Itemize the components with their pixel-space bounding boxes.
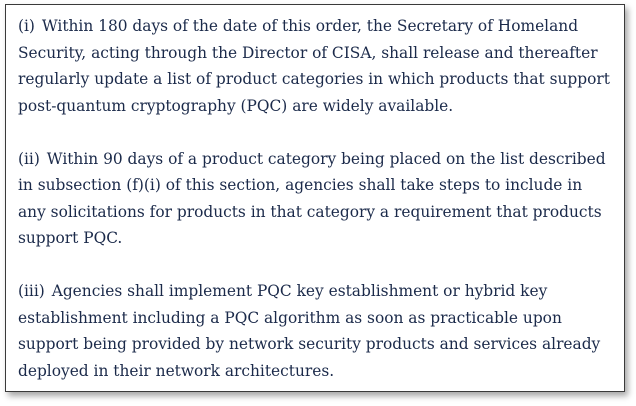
document-excerpt-frame (5, 4, 625, 392)
paragraph-text: Agencies shall implement PQC key establishment or hybrid key establishment including a PQC algorithm as soon as practicable upon support being provided by network security products and services already deployed in their network architectures. (18, 282, 601, 380)
paragraph-number: (ii) (18, 149, 40, 168)
paragraph-i (18, 13, 614, 119)
paragraph-text: Within 180 days of the date of this order, the Secretary of Homeland Security, acting through the Director of CISA, shall release and thereafter regularly update a list of product categories in which products that support post-quantum cryptography (PQC) are widely available. (18, 17, 610, 115)
paragraph-text: Within 90 days of a product category being placed on the list described in subsection (f)(i) of this section, agencies shall take steps to include in any solicitations for products in that category a requirement that products support PQC. (18, 149, 606, 247)
paragraph-number: (i) (18, 17, 35, 35)
document-body (18, 13, 614, 384)
paragraph-number: (iii) (18, 282, 45, 300)
paragraph-iii (18, 278, 614, 384)
paragraph-ii (18, 146, 614, 252)
